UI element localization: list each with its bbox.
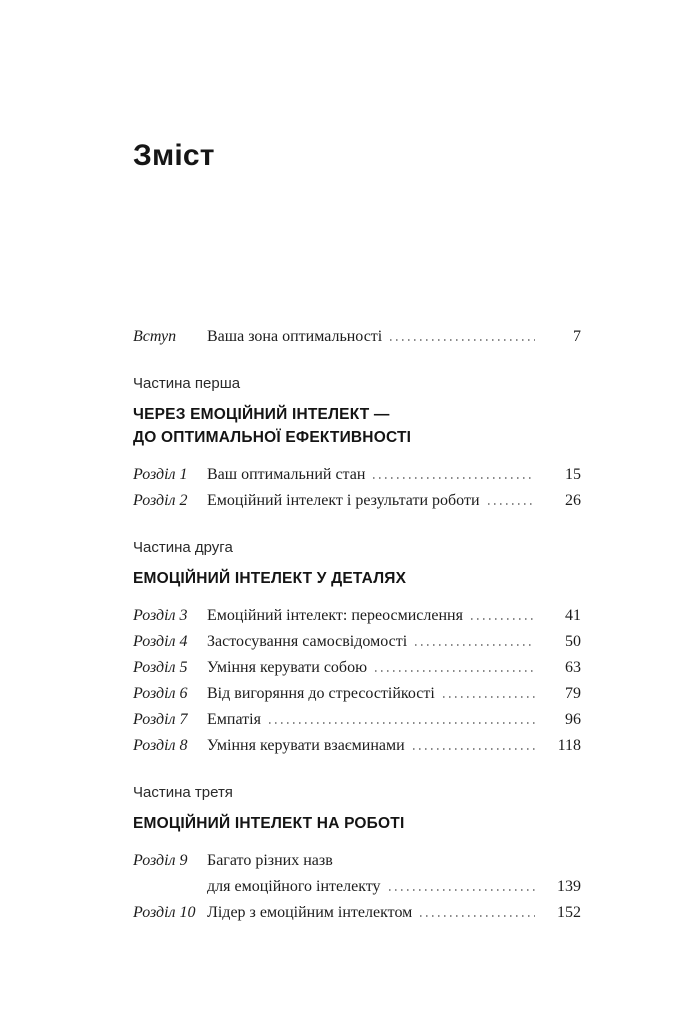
toc-entry	[133, 605, 581, 626]
leader-dots	[415, 644, 535, 646]
toc-entry	[133, 464, 581, 485]
entry-title: Лідер з емоційним інтелектом	[207, 904, 413, 921]
leader-dots	[471, 618, 535, 620]
part-heading-line: ЕМОЦІЙНИЙ ІНТЕЛЕКТ НА РОБОТІ	[133, 815, 405, 832]
entry-title: Ваша зона оптимальності	[207, 328, 383, 345]
leader-dots	[373, 477, 535, 479]
page-number: 139	[557, 878, 581, 895]
entry-title: Від вигоряння до стресостійкості	[207, 685, 435, 702]
entry-title: Уміння керувати собою	[207, 659, 368, 676]
page-title: Зміст	[133, 139, 215, 172]
entry-label: Розділ 5	[133, 659, 188, 676]
part-label: Частина третя	[133, 784, 233, 801]
entry-title: Уміння керувати взаєминами	[207, 737, 405, 754]
toc-entry	[133, 850, 581, 871]
page-number: 26	[565, 492, 581, 509]
part-section-2	[133, 538, 581, 756]
toc-entry	[133, 490, 581, 511]
entry-label: Розділ 8	[133, 737, 188, 754]
entry-title-line2: для емоційного інтелекту	[207, 878, 381, 895]
entry-label: Розділ 2	[133, 492, 188, 509]
entry-list	[133, 605, 581, 756]
leader-dots	[413, 748, 535, 750]
toc-entry-intro	[133, 326, 581, 347]
toc-entry	[133, 735, 581, 756]
leader-dots	[389, 889, 535, 891]
part-heading-line: ДО ОПТИМАЛЬНОЇ ЕФЕКТИВНОСТІ	[133, 429, 412, 446]
leader-dots	[390, 339, 535, 341]
part-heading	[133, 567, 581, 590]
entry-title: Застосування самосвідомості	[207, 633, 408, 650]
page-number: 63	[565, 659, 581, 676]
part-heading-line: ЕМОЦІЙНИЙ ІНТЕЛЕКТ У ДЕТАЛЯХ	[133, 570, 407, 587]
entry-list	[133, 850, 581, 923]
page-number: 50	[565, 633, 581, 650]
page-number: 96	[565, 711, 581, 728]
toc-entry-continuation	[133, 876, 581, 897]
toc-entry	[133, 709, 581, 730]
page-number: 152	[557, 904, 581, 921]
entry-label: Розділ 6	[133, 685, 188, 702]
page-number: 7	[573, 328, 581, 345]
entry-title: Ваш оптимальний стан	[207, 466, 366, 483]
entry-title: Емоційний інтелект: переосмислення	[207, 607, 463, 624]
toc-content	[133, 140, 581, 923]
part-label: Частина друга	[133, 539, 233, 556]
entry-title-line1: Багато різних назв	[207, 852, 333, 869]
page-number: 118	[557, 737, 581, 754]
toc-entry	[133, 683, 581, 704]
page-number: 79	[565, 685, 581, 702]
toc-entry	[133, 902, 581, 923]
leader-dots	[269, 722, 535, 724]
part-heading	[133, 403, 581, 449]
entry-label: Розділ 4	[133, 633, 188, 650]
part-heading	[133, 812, 581, 835]
leader-dots	[375, 670, 535, 672]
page-number: 41	[565, 607, 581, 624]
leader-dots	[420, 915, 535, 917]
entry-label: Розділ 10	[133, 904, 196, 921]
leader-dots	[443, 696, 535, 698]
toc-entry	[133, 657, 581, 678]
entry-title: Емпатія	[207, 711, 261, 728]
entry-list	[133, 464, 581, 511]
entry-label: Вступ	[133, 328, 177, 345]
leader-dots	[488, 503, 535, 505]
part-label: Частина перша	[133, 375, 241, 392]
page-number: 15	[565, 466, 581, 483]
entry-label: Розділ 3	[133, 607, 188, 624]
entry-label: Розділ 9	[133, 852, 188, 869]
entry-label: Розділ 7	[133, 711, 188, 728]
part-heading-line: ЧЕРЕЗ ЕМОЦІЙНИЙ ІНТЕЛЕКТ —	[133, 406, 390, 423]
part-section-1	[133, 374, 581, 511]
toc-entry	[133, 631, 581, 652]
entry-label: Розділ 1	[133, 466, 188, 483]
entry-title: Емоційний інтелект і результати роботи	[207, 492, 480, 509]
part-section-3	[133, 783, 581, 923]
